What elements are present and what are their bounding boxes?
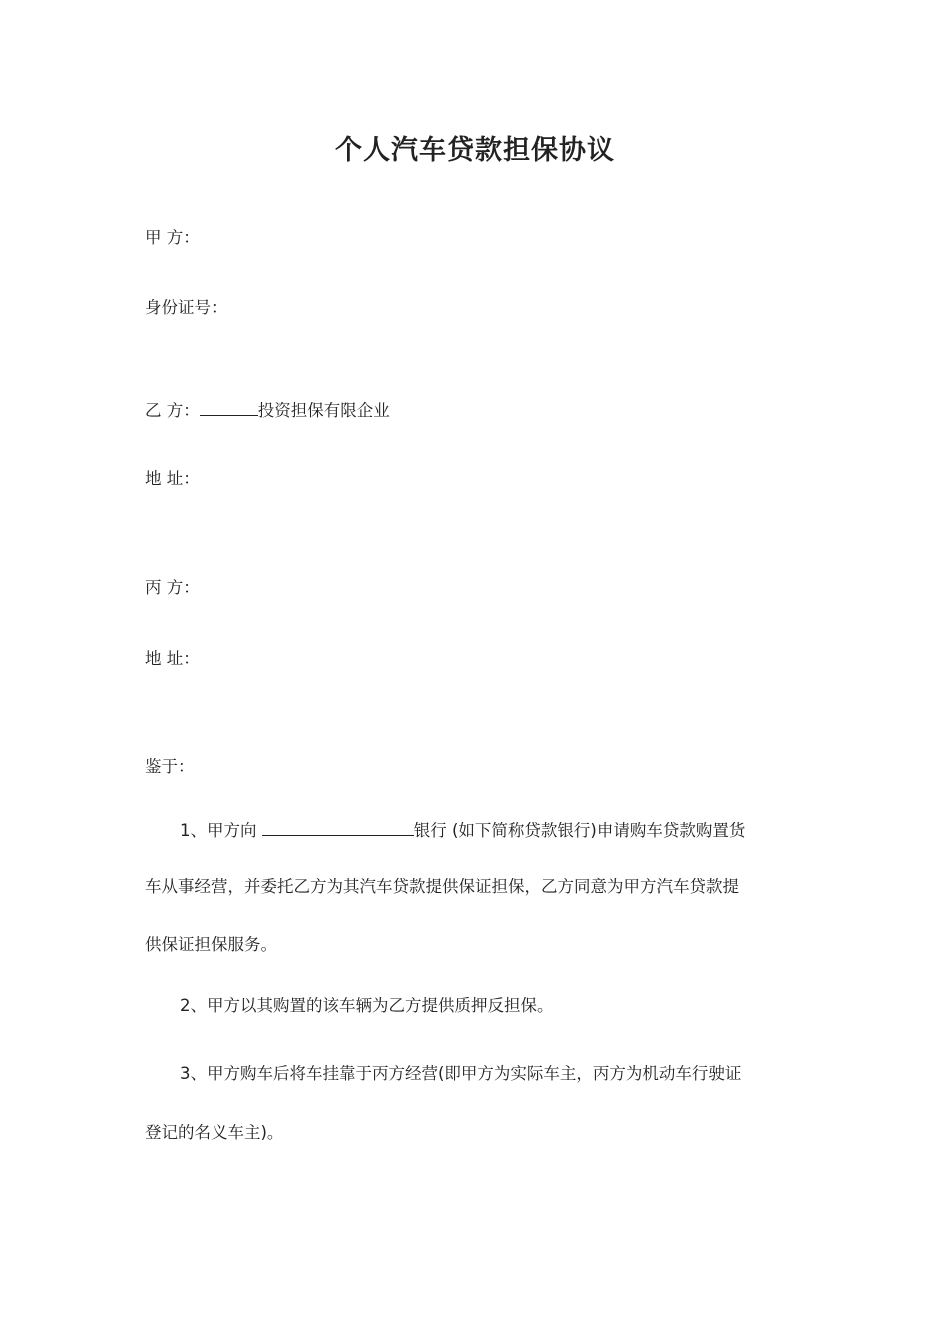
party-b-address-label: 地 址： — [145, 469, 200, 488]
id-number-label: 身份证号： — [145, 298, 228, 317]
clause-1-line-1 — [180, 818, 745, 842]
party-b-line — [145, 398, 390, 422]
whereas-label: 鉴于： — [145, 757, 195, 776]
party-b-suffix: 投资担保有限企业 — [257, 401, 390, 420]
document-title: 个人汽车贷款担保协议 — [335, 135, 615, 166]
clause-1-line-2: 车从事经营，并委托乙方为其汽车贷款提供保证担保，乙方同意为甲方汽车贷款提 — [145, 877, 739, 896]
clause-2: 2、甲方以其购置的该车辆为乙方提供质押反担保。 — [180, 996, 554, 1015]
clause-1-line-3: 供保证担保服务。 — [145, 935, 277, 954]
party-a-label: 甲 方： — [145, 228, 200, 247]
party-b-name-blank — [200, 398, 258, 416]
clause-3-line-2: 登记的名义车主)。 — [145, 1123, 284, 1142]
party-c-address-label: 地 址： — [145, 649, 200, 668]
clause-1-prefix: 1、甲方向 — [180, 821, 262, 840]
bank-name-blank — [262, 818, 414, 836]
party-c-label: 丙 方： — [145, 578, 200, 597]
clause-1-suffix: 银行 (如下简称贷款银行)申请购车贷款购置货 — [413, 821, 746, 840]
clause-3-line-1: 3、甲方购车后将车挂靠于丙方经营(即甲方为实际车主，丙方为机动车行驶证 — [180, 1064, 742, 1083]
party-b-label: 乙 方： — [145, 401, 200, 420]
